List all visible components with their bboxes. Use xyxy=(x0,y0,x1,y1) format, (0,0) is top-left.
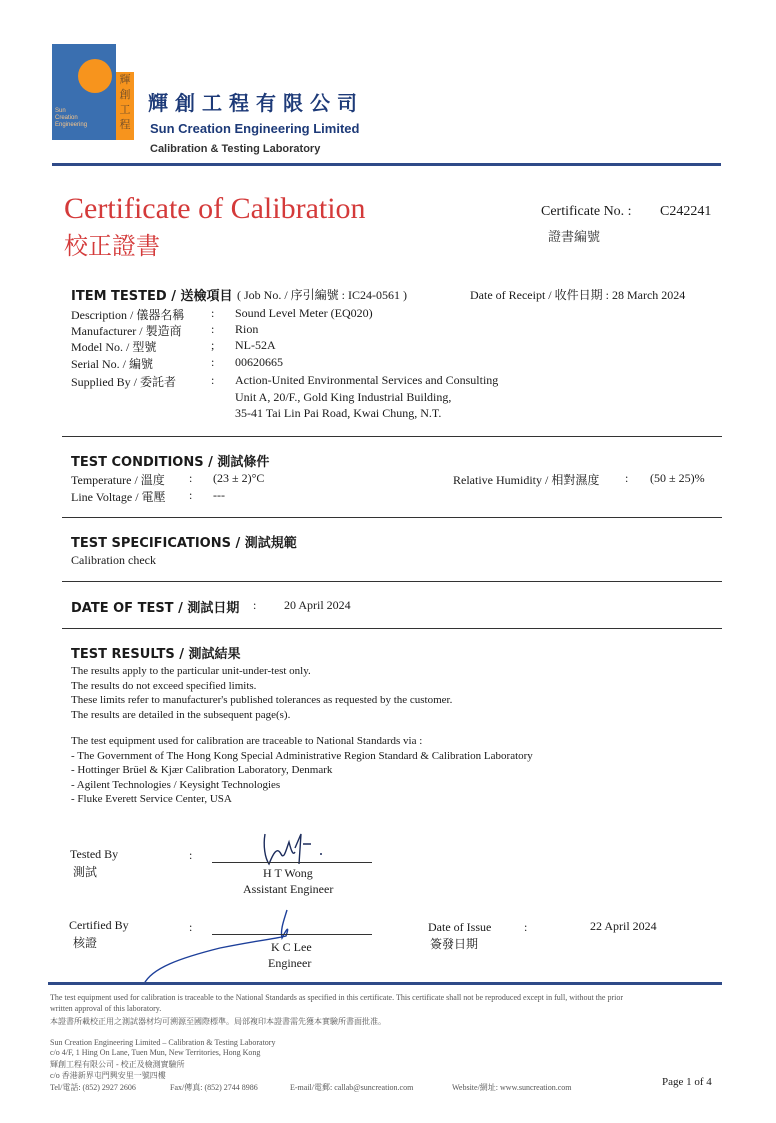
date-of-test-value: 20 April 2024 xyxy=(284,598,351,612)
certificate-title: Certificate of Calibration xyxy=(64,192,366,225)
traceability-item: - Agilent Technologies / Keysight Technologies xyxy=(71,778,281,791)
specification-text: Calibration check xyxy=(71,553,156,567)
field-label: Manufacturer / 製造商 xyxy=(71,324,182,338)
field-value: Rion xyxy=(235,322,259,336)
logo-char: 程 xyxy=(119,118,131,131)
footer-address: c/o 4/F, 1 Hing On Lane, Tuen Mun, New Territories, Hong Kong xyxy=(50,1048,261,1057)
traceability-item: - The Government of The Hong Kong Special Administrative Region Standard & Calibration Laboratory xyxy=(71,749,533,762)
logo-text-line: Creation xyxy=(55,115,78,121)
temperature-label: Temperature / 溫度 xyxy=(71,473,165,487)
certifier-title: Engineer xyxy=(268,956,312,970)
certificate-no: C242241 xyxy=(660,204,712,219)
footer-website: Website/網址: www.suncreation.com xyxy=(452,1083,572,1092)
test-conditions-heading: TEST CONDITIONS / 測試條件 xyxy=(71,455,270,470)
line-voltage-label: Line Voltage / 電壓 xyxy=(71,490,166,504)
page-number: Page 1 of 4 xyxy=(662,1076,712,1088)
test-results-heading: TEST RESULTS / 測試結果 xyxy=(71,647,241,662)
footer-email: E-mail/電郵: callab@suncreation.com xyxy=(290,1083,414,1092)
field-label: Supplied By / 委託者 xyxy=(71,375,177,389)
company-name-en: Sun Creation Engineering Limited xyxy=(150,121,360,136)
logo-text-line: Engineering xyxy=(55,122,88,128)
footer-address: Sun Creation Engineering Limited – Calibration & Testing Laboratory xyxy=(50,1038,276,1047)
logo-char: 輝 xyxy=(119,73,131,86)
results-line: The results do not exceed specified limits. xyxy=(71,679,257,692)
footer-divider xyxy=(48,982,722,985)
date-of-issue-label: Date of Issue xyxy=(428,920,492,934)
results-line: These limits refer to manufacturer's published tolerances as requested by the customer. xyxy=(71,694,453,706)
field-value: 00620665 xyxy=(235,355,283,369)
footer-address-cn: 輝創工程有限公司 - 校正及檢測實驗所 xyxy=(50,1060,185,1069)
header-divider xyxy=(52,163,721,166)
footer-fax: Fax/傳真: (852) 2744 8986 xyxy=(170,1083,258,1092)
certificate-no-label-cn: 證書編號 xyxy=(548,230,601,245)
results-statement xyxy=(71,664,452,722)
tester-signature-line xyxy=(212,862,372,863)
field-value: Action-United Environmental Services and Consulting xyxy=(235,373,499,387)
field-label: Description / 儀器名稱 xyxy=(71,308,185,322)
date-of-issue-value: 22 April 2024 xyxy=(590,919,657,933)
item-tested-heading: ITEM TESTED / 送檢項目 xyxy=(71,289,233,304)
address-line: Unit A, 20/F., Gold King Industrial Building, xyxy=(235,390,452,404)
field-label: Serial No. / 編號 xyxy=(71,357,153,371)
tested-by-label-cn: 測試 xyxy=(73,865,98,879)
field-label: Model No. / 型號 xyxy=(71,340,157,354)
logo-char: 創 xyxy=(119,88,131,101)
field-value: Sound Level Meter (EQ020) xyxy=(235,306,373,320)
footer-tel: Tel/電話: (852) 2927 2606 xyxy=(50,1083,136,1092)
logo-text-line: Sun xyxy=(55,108,66,114)
traceability-statement xyxy=(71,734,533,807)
section-divider xyxy=(62,436,722,437)
company-name-cn: 輝創工程有限公司 xyxy=(148,91,364,115)
results-line: The results apply to the particular unit-under-test only. xyxy=(71,665,311,677)
date-of-issue-label-cn: 簽發日期 xyxy=(430,937,479,951)
tester-name: H T Wong xyxy=(263,866,313,880)
address-line: 35-41 Tai Lin Pai Road, Kwai Chung, N.T. xyxy=(235,406,442,420)
company-logo xyxy=(52,44,116,140)
date-of-receipt: Date of Receipt / 收件日期 : 28 March 2024 xyxy=(470,288,686,302)
logo-char: 工 xyxy=(119,103,131,116)
line-voltage-value: --- xyxy=(213,488,225,502)
lab-name: Calibration & Testing Laboratory xyxy=(150,143,321,155)
section-divider xyxy=(62,517,722,518)
certificate-no-label: Certificate No. : xyxy=(541,204,632,219)
logo-chinese-strip xyxy=(116,72,134,140)
date-of-test-label: DATE OF TEST / 測試日期 xyxy=(71,601,240,616)
traceability-intro: The test equipment used for calibration are traceable to National Standards via : xyxy=(71,735,423,747)
footer-note: written approval of this laboratory. xyxy=(50,1004,162,1013)
certified-by-label-cn: 核證 xyxy=(73,936,98,950)
certifier-name: K C Lee xyxy=(271,940,312,954)
sun-icon xyxy=(78,59,112,93)
traceability-item: - Fluke Everett Service Center, USA xyxy=(71,793,232,805)
footer-note: The test equipment used for calibration is traceable to the National Standards as specified in this certificate. This certificate shall not be reproduced except in full, without the prior xyxy=(50,993,623,1002)
test-specifications-heading: TEST SPECIFICATIONS / 測試規範 xyxy=(71,536,297,551)
humidity-label: Relative Humidity / 相對濕度 xyxy=(453,473,600,487)
section-divider xyxy=(62,581,722,582)
field-value: NL-52A xyxy=(235,338,276,352)
humidity-value: (50 ± 25)% xyxy=(650,471,705,485)
certified-by-label: Certified By xyxy=(69,918,129,932)
footer-note-cn: 本證書所載校正用之測試器材均可溯源至國際標準。局部複印本證書需先獲本實驗所書面批准。 xyxy=(50,1017,386,1026)
temperature-value: (23 ± 2)°C xyxy=(213,471,265,485)
tested-by-label: Tested By xyxy=(70,847,119,861)
certifier-signature-line xyxy=(212,934,372,935)
results-line: The results are detailed in the subsequent page(s). xyxy=(71,708,291,721)
section-divider xyxy=(62,628,722,629)
traceability-item: - Hottinger Brüel & Kjær Calibration Laboratory, Denmark xyxy=(71,764,333,776)
job-number: ( Job No. / 序引編號 : IC24-0561 ) xyxy=(237,288,407,302)
footer-address-cn: c/o 香港新界屯門興安里一號四樓 xyxy=(50,1071,166,1080)
tester-title: Assistant Engineer xyxy=(243,882,334,896)
certificate-title-cn: 校正證書 xyxy=(64,232,160,260)
